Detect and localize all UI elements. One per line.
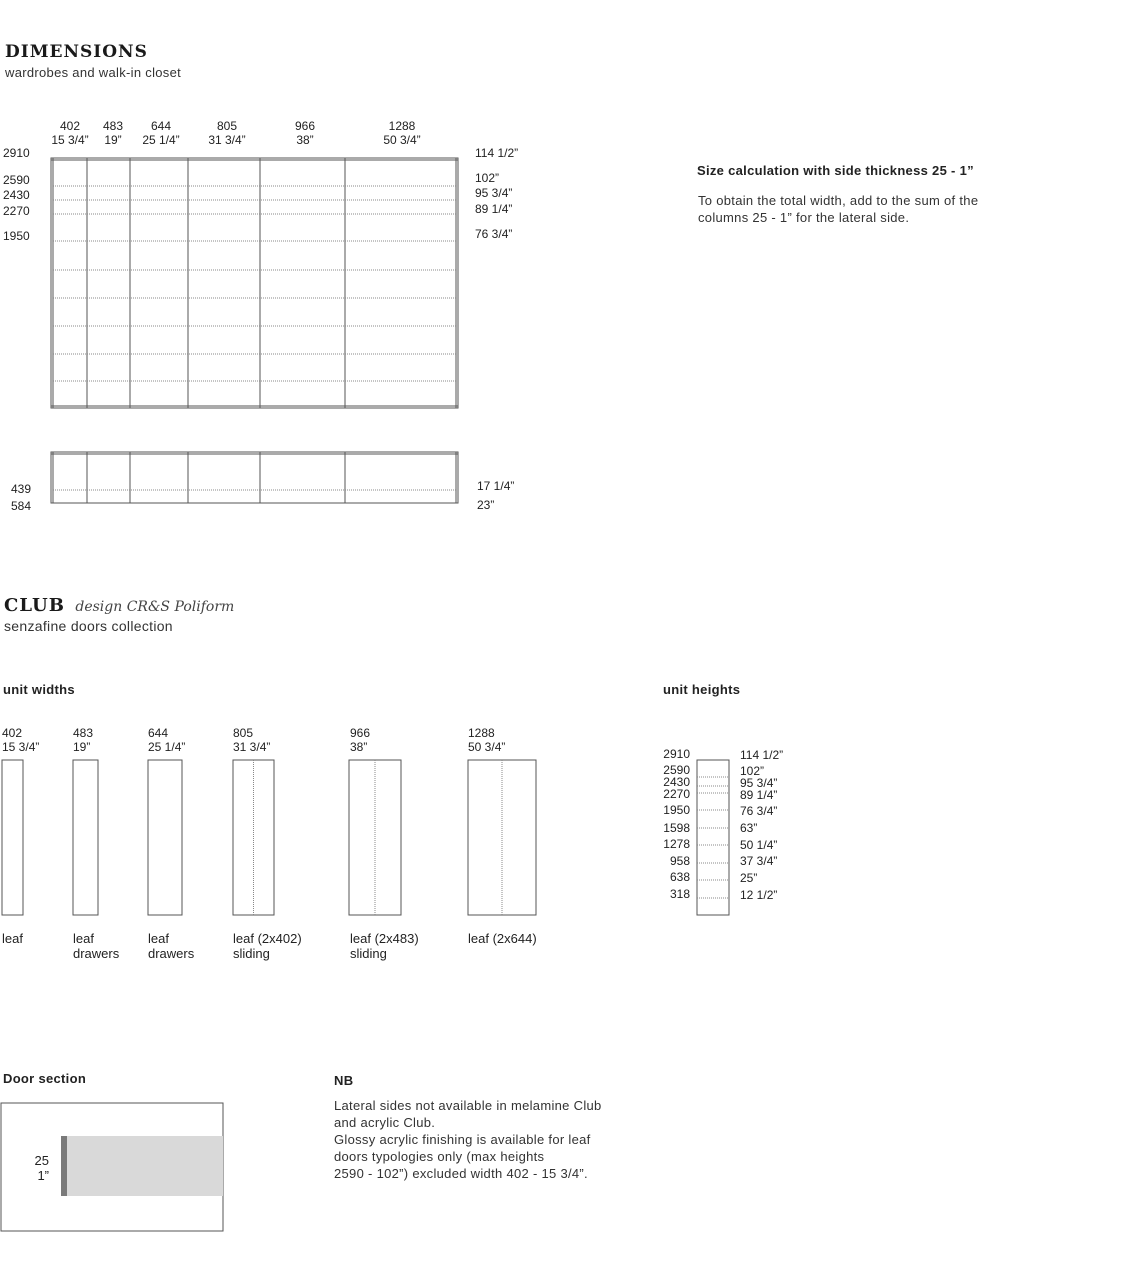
unit-type-label: leaf [2,931,23,946]
height-in-label: 89 1/4” [475,202,513,216]
unit-width-header: 644 25 1/4” [148,726,186,754]
unit-height-in: 89 1/4” [740,788,778,802]
nb-text: Lateral sides not available in melamine Club and acrylic Club. Glossy acrylic finishing is available for leaf doors typologies only (max heights 2590 - 102”) excluded width 402 - 15 3/4”. [334,1098,602,1181]
unit-type-label: leaf (2x402) sliding [233,931,302,961]
column-header: 402 15 3/4” [51,119,89,147]
low-mm-label: 584 [11,499,32,513]
unit-widths-title: unit widths [3,682,75,697]
unit-height-in: 76 3/4” [740,804,778,818]
unit-height-mm: 1598 [663,821,690,835]
unit-height-in: 63” [740,821,758,835]
door-section-title: Door section [3,1071,87,1086]
column-header: 966 38” [294,119,316,147]
unit-height-mm: 1278 [663,837,690,851]
unit-type-label: leaf (2x483) sliding [350,931,419,961]
unit-width-header: 483 19” [73,726,94,754]
club-header [4,595,234,616]
height-mm-label: 2590 [3,173,30,187]
unit-width-panels [2,760,536,915]
unit-height-in: 102” [740,764,765,778]
size-calc-title: Size calculation with side thickness 25 - 1” [697,163,974,178]
unit-height-mm: 2590 [663,763,690,777]
wardrobe-outline [51,158,458,408]
unit-width-header: 805 31 3/4” [233,726,271,754]
height-in-label: 102” [475,171,500,185]
unit-height-in: 12 1/2” [740,888,778,902]
height-in-label: 95 3/4” [475,186,513,200]
height-mm-label: 2910 [3,146,30,160]
low-in-label: 17 1/4” [477,479,515,493]
wardrobe-grid [51,158,458,408]
unit-height-in: 95 3/4” [740,776,778,790]
low-mm-label: 439 [11,482,32,496]
unit-height-in: 25” [740,871,758,885]
column-header: 483 19” [102,119,124,147]
unit-width-header: 402 15 3/4” [2,726,40,754]
unit-height-in: 37 3/4” [740,854,778,868]
dimensions-subtitle: wardrobes and walk-in closet [5,65,182,80]
low-unit-grid [51,452,458,503]
unit-width-header: 1288 50 3/4” [468,726,506,754]
unit-height-mm: 2430 [663,775,690,789]
club-design: design CR&S Poliform [75,599,235,615]
unit-height-in: 114 1/2” [740,748,784,762]
height-mm-label: 1950 [3,229,30,243]
height-in-label: 76 3/4” [475,227,513,241]
club-title: CLUB [4,595,65,616]
door-section-thickness: 25 1” [34,1153,49,1183]
height-mm-label: 2270 [3,204,30,218]
unit-heights-title: unit heights [663,682,741,697]
club-subtitle: senzafine doors collection [4,618,173,634]
unit-height-mm: 318 [669,887,690,901]
column-header: 805 31 3/4” [208,119,246,147]
unit-heights-column [697,760,729,915]
nb-title: NB [334,1073,354,1088]
unit-type-label: leaf drawers [73,931,120,961]
unit-width-header: 966 38” [350,726,371,754]
wardrobe-height-lines [53,186,456,381]
column-header: 1288 50 3/4” [383,119,421,147]
dimensions-title: DIMENSIONS [5,42,148,62]
unit-height-in: 50 1/4” [740,838,778,852]
height-in-label: 114 1/2” [475,146,519,160]
unit-type-label: leaf drawers [148,931,195,961]
unit-height-mm: 2270 [663,787,690,801]
column-header: 644 25 1/4” [142,119,180,147]
unit-height-mm: 958 [669,854,690,868]
unit-type-label: leaf (2x644) [468,931,537,946]
unit-height-mm: 1950 [663,803,690,817]
unit-height-mm: 2910 [663,747,690,761]
height-mm-label: 2430 [3,188,30,202]
size-calc-text: To obtain the total width, add to the sum of the columns 25 - 1” for the lateral side. [698,193,979,225]
low-in-label: 23” [477,498,495,512]
unit-height-mm: 638 [669,870,690,884]
